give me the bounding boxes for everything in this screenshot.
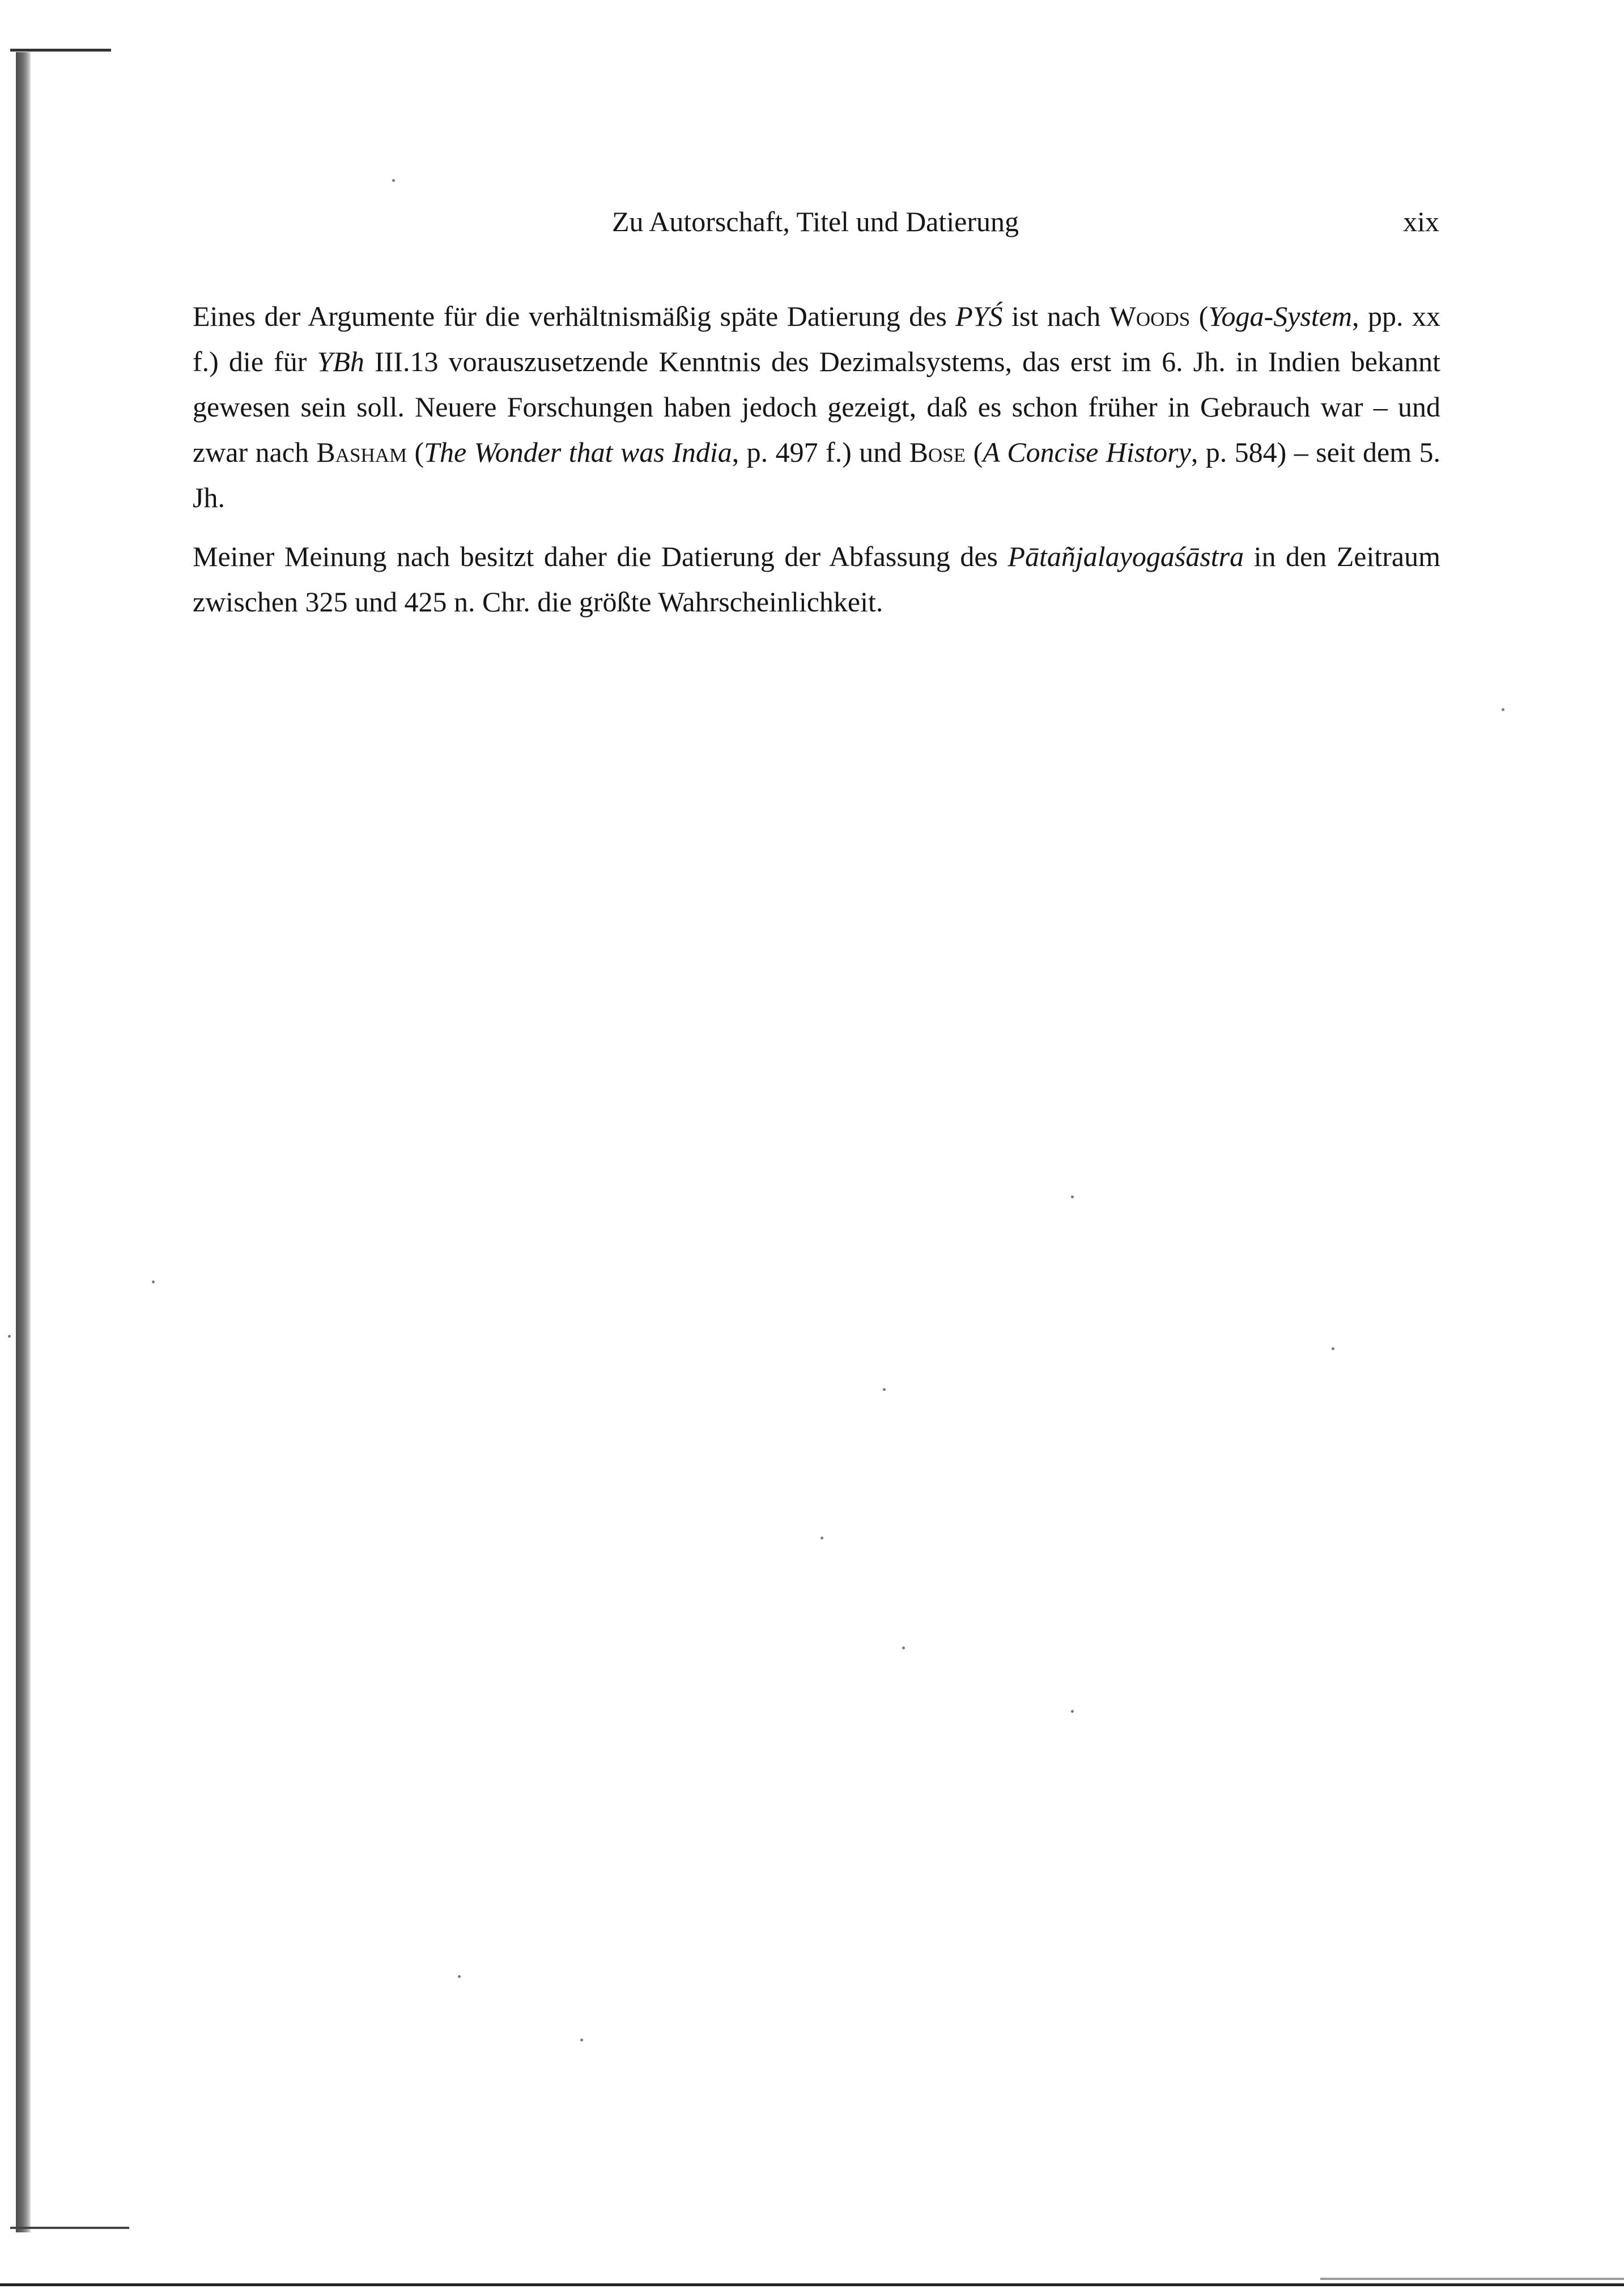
text-run: , p. 584) – seit dem 5. Jh. xyxy=(193,436,1441,513)
scan-bottom-shadow xyxy=(1320,2278,1624,2280)
text-run: ( xyxy=(966,436,983,468)
scan-speck xyxy=(820,1537,823,1539)
text-run: , p. 497 f.) und xyxy=(732,436,909,468)
scan-binding-edge xyxy=(16,52,31,2232)
italic-text: A Concise History xyxy=(983,436,1191,468)
scan-speck xyxy=(883,1388,886,1391)
italic-text: Pātañjalayogaśāstra xyxy=(1007,541,1244,572)
page-number: xix xyxy=(1403,206,1439,237)
text-run: ( xyxy=(1190,300,1209,332)
text-run: III.13 vorauszusetzende Kenntnis des Dezimalsystems, das erst im 6. Jh. in Indien bekannt gewesen sein soll. Neuere Forschungen haben jedoch gezeigt, daß es schon früher in Gebrauch war – und zwar nach xyxy=(193,346,1440,468)
text-run: Meiner Meinung nach besitzt daher die Datierung der Abfassung des xyxy=(193,541,1008,572)
body-text xyxy=(193,293,1440,638)
italic-text: YBh xyxy=(317,346,364,377)
paragraph xyxy=(193,293,1440,520)
scan-binding-bottom-line xyxy=(10,2227,129,2229)
text-run: in den Zeitraum zwischen 325 und 425 n. Chr. die größte Wahrscheinlichkeit. xyxy=(193,541,1440,618)
paragraph xyxy=(193,534,1440,624)
author-name: Woods xyxy=(1109,300,1191,332)
scan-speck xyxy=(580,2039,583,2041)
italic-text: Yoga-System xyxy=(1208,300,1353,332)
text-run: ist nach xyxy=(1002,300,1109,332)
text-run: , pp. xx f.) die für xyxy=(193,300,1440,377)
scan-speck xyxy=(1332,1347,1334,1350)
text-run: Eines der Argumente für die verhältnismäßig späte Datierung des xyxy=(193,300,956,332)
scan-speck xyxy=(1071,1196,1074,1198)
scan-binding-top-line xyxy=(10,49,111,52)
italic-text: PYŚ xyxy=(955,300,1003,332)
scan-speck xyxy=(458,1975,461,1978)
scan-speck xyxy=(8,1335,11,1338)
italic-text: The Wonder that was India xyxy=(424,436,732,468)
author-name: Bose xyxy=(909,436,966,468)
running-head xyxy=(193,202,1439,241)
scan-bottom-border xyxy=(0,2283,1624,2286)
scan-speck xyxy=(1502,708,1504,711)
author-name: Basham xyxy=(316,436,407,468)
scan-speck xyxy=(152,1280,155,1283)
scan-speck xyxy=(392,179,395,182)
running-head-title: Zu Autorschaft, Titel und Datierung xyxy=(612,206,1019,237)
scan-speck xyxy=(902,1647,905,1649)
scan-speck xyxy=(1071,1710,1074,1713)
text-run: ( xyxy=(407,436,424,468)
